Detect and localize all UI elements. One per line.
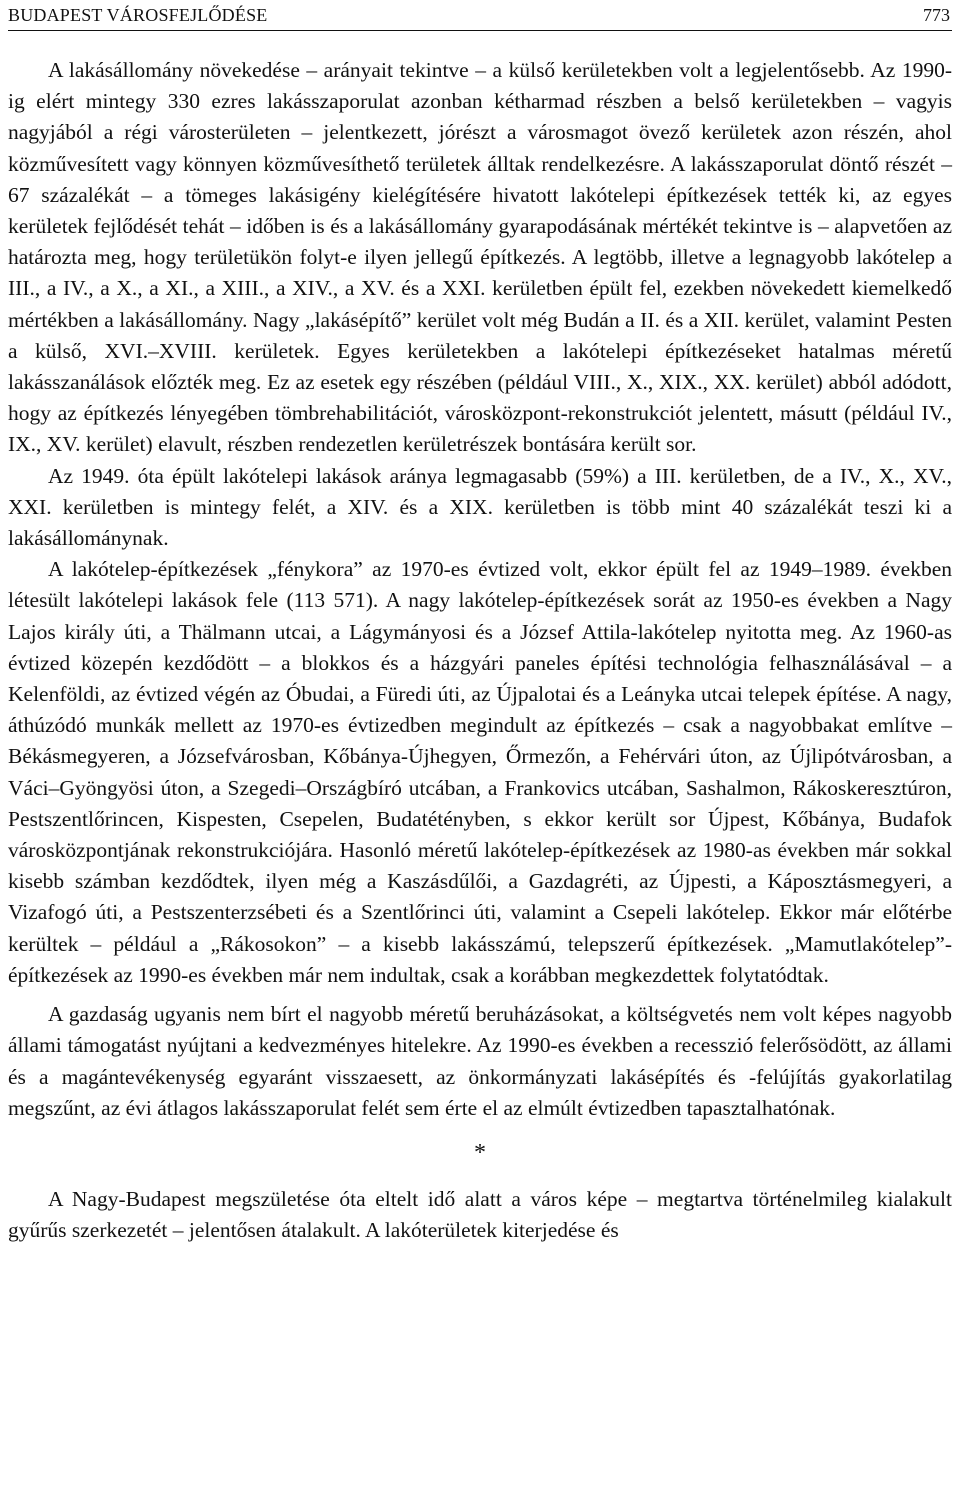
section-separator: * bbox=[474, 1139, 486, 1166]
page-number: 773 bbox=[923, 5, 950, 25]
paragraph-3: A lakótelep-építkezések „fénykora” az 1970-es évtized volt, ekkor épült fel az 1949–1989. években létesült lakótelepi lakások fele (113 571). A nagy lakótelep-építkezések sorát az 1950-es években a Nagy Lajos király úti, a Thälmann utcai, a Lágymányosi és a József Attila-lakótelep nyitotta meg. Az 1960-as évtized közepén kezdődött – a blokkos és a házgyári paneles építési technológia felhasználásával – a Kelenföldi, az évtized végén az Óbudai, a Füredi úti, az Újpalotai és a Leányka utcai telepek építése. A nagy, áthúzódó munkák mellett az 1970-es évtizedben megindult az építkezés – csak a nagyobbakat említve – Békásmegyeren, a Józsefvárosban, Kőbánya-Újhegyen, Őrmezőn, a Fehérvári úton, az Újlipótvárosban, a Váci–Gyöngyösi úton, a Szegedi–Országbíró utcában, a Frankovics utcában, Sashalmon, Rákoskeresztúron, Pestszentlőrincen, Kispesten, Csepelen, Budatétényben, s ekkor került sor Újpest, Kőbánya, Budafok városközpontjának rekonstrukciójára. Hasonló méretű lakótelep-építkezések az 1980-as években már sokkal kisebb számban kezdődtek, ilyen még a Kaszásdűlői, a Gazdagréti, az Újpesti, a Káposztásmegyeri, a Vizafogó úti, a Pestszenterzsébeti és a Szentlőrinci úti, valamint a Csepeli lakótelep. Ekkor már előtérbe kerültek – például a „Rákosokon” – a kisebb lakásszámú, telepszerű építkezések. „Mamutlakótelep”-építkezések az 1990-es években már nem indultak, csak a korábban megkezdettek folytatódtak. bbox=[8, 557, 952, 987]
paragraph-1: A lakásállomány növekedése – arányait tekintve – a külső kerületekben volt a legjelentősebb. Az 1990-ig elért mintegy 330 ezres lakásszaporulat azonban kétharmad részben a belső kerületekben – vagyis nagyjából a régi városterületen – jelentkezett, jórészt a városmagot övező kerületek azon részén, ahol közművesített vagy könnyen közművesíthető területek álltak rendelkezésre. A lakásszaporulat döntő részét – 67 százalékát – a tömeges lakásigény kielégítésére hivatott lakótelepi építkezések tették ki, az egyes kerületek fejlődését tehát – időben is és a lakásállomány gyarapodásának mértékét tekintve is – alapvetően az határozta meg, hogy területükön folyt-e ilyen jellegű építkezés. A legtöbb, illetve a legnagyobb lakótelep a III., a IV., a X., a XI., a XIII., a XIV., a XV. és a XXI. kerületben épült fel, ezekben növekedett kiemelkedő mértékben a lakásállomány. Nagy „lakásépítő” kerület volt még Budán a II. és a XII. kerület, valamint Pesten a külső, XVI.–XVIII. kerületek. Egyes kerületekben a lakótelepi építkezéseket hatalmas méretű lakásszanálások előzték meg. Ez az esetek egy részében (például VIII., X., XIX., XX. kerület) abból adódott, hogy az építkezés lényegében tömbrehabilitációt, városközpont-rekonstrukciót jelentett, másutt (például IV., IX., XV. kerület) elavult, részben rendezetlen kerületrészek bontására került sor. bbox=[8, 58, 952, 457]
running-header bbox=[8, 2, 952, 31]
paragraph-2: Az 1949. óta épült lakótelepi lakások aránya legmagasabb (59%) a III. kerületben, de a IV., X., XV., XXI. kerületben is mintegy felét, a XIV. és a XIX. kerületben is több mint 40 százalékát teszi ki a lakásállománynak. bbox=[8, 463, 952, 551]
running-title: BUDAPEST VÁROSFEJLŐDÉSE bbox=[8, 5, 268, 25]
body-text bbox=[8, 55, 952, 1246]
paragraph-4: A gazdaság ugyanis nem bírt el nagyobb méretű beruházásokat, a költségvetés nem volt képes nagyobb állami támogatást nyújtani a kedvezményes hitelekre. Az 1990-es években a recesszió felerősödött, az állami és a magántevékenység egyaránt visszaesett, az önkormányzati lakásépítés és -felújítás gyakorlatilag megszűnt, az évi átlagos lakásszaporulat felét sem érte el az elmúlt évtizedben tapasztalhatónak. bbox=[8, 1002, 952, 1120]
paragraph-5: A Nagy-Budapest megszületése óta eltelt idő alatt a város képe – megtartva történelmileg kialakult gyűrűs szerkezetét – jelentősen átalakult. A lakóterületek kiterjedése és bbox=[8, 1186, 952, 1243]
